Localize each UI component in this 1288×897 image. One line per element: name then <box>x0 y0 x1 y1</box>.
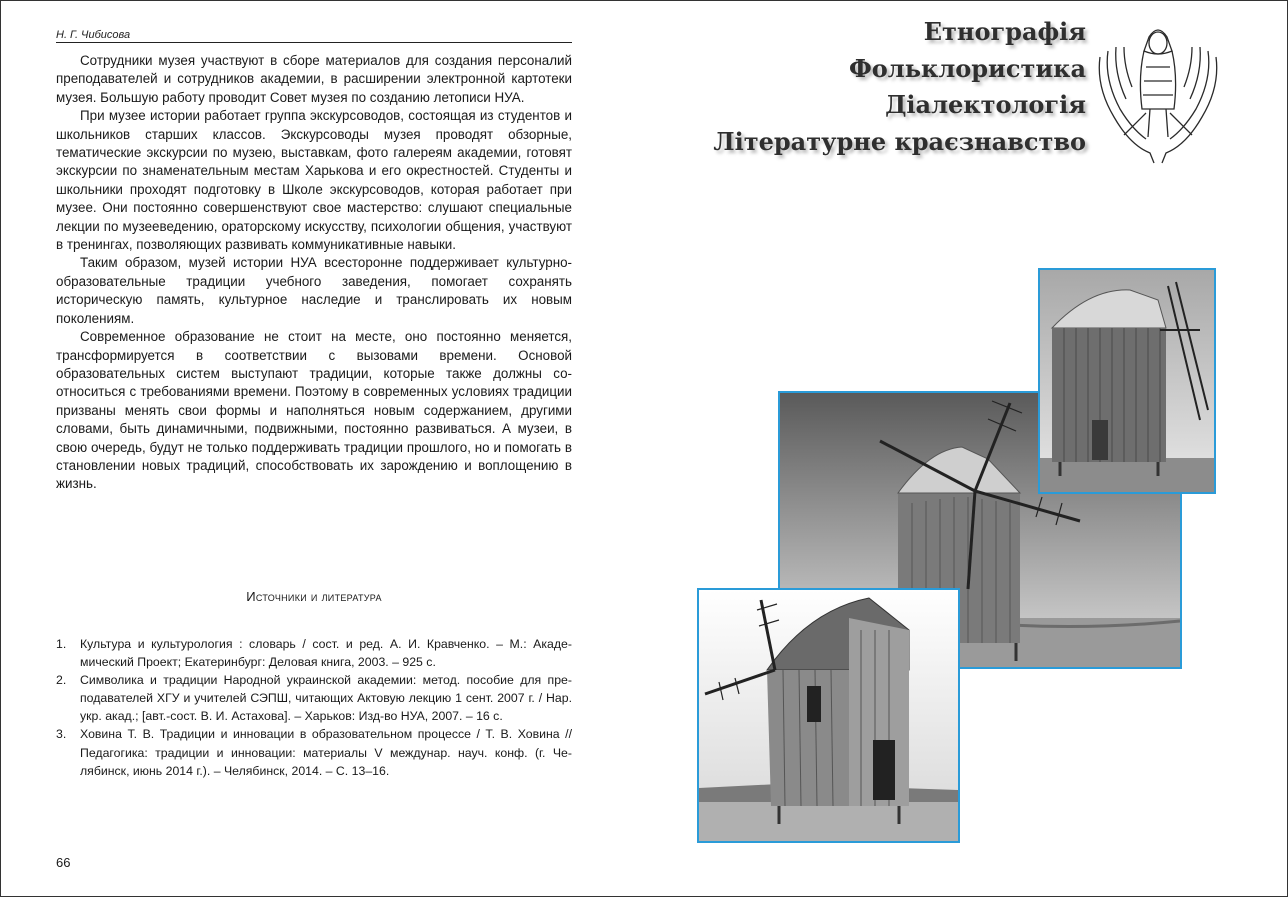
paragraph: Сотрудники музея участвуют в сборе материалов для создания персоналий преподавателей и сотрудников академии, в расширении электронной картотеки музея. Большую работу проводит Совет музея по созданию летописи НУА. <box>56 53 572 105</box>
heading-line: Літературне краєзнавство <box>713 126 1086 156</box>
running-head: Н. Г. Чибисова <box>56 29 572 43</box>
sources-list <box>56 635 572 780</box>
windmill-photo-tall <box>1038 268 1216 494</box>
source-item: 1. Культура и культурология : словарь / сост. и ред. А. И. Кравченко. – М.: Академический Проект; Екатеринбург: Деловая книга, 2003. – 925 с. <box>56 637 572 670</box>
body-text <box>56 52 572 494</box>
source-item: 2. Символика и традиции Народной украинской академии: метод. пособие для преподавателей ХГУ и учителей СЭПШ, читающих Актовую лекцию 1 сент. 2007 г. / Нар. укр. акад.; [авт.-сост. В. И. Астахова]. – Харьков: Изд-во НУА, 2007. – 16 с. <box>56 673 572 724</box>
left-page <box>56 0 572 897</box>
heading-line: Діалектологія <box>885 90 1086 119</box>
hands-holding-figure-emblem-icon <box>1094 17 1222 165</box>
heading-line: Фольклористика <box>849 53 1086 83</box>
paragraph: Таким образом, музей истории НУА всесторонне поддерживает культурно-образовательные традиции учебного заведения, помогает сохранять историческую память, культурное наследие и транслировать их новым поколениям. <box>56 255 572 326</box>
sources-heading: Источники и литература <box>246 589 382 604</box>
source-item: 3. Ховина Т. В. Традиции и инновации в образовательном процессе / Т. В. Ховина // Педагогика: традиции и инновации: материалы V междунар. науч. конф. (г. Челябинск, июнь 2014 г.). – Челябинск, 2014. – С. 13–16. <box>56 727 572 778</box>
section-heading <box>713 14 1086 160</box>
heading-line: Етнографія <box>923 17 1086 46</box>
paragraph: Современное образование не стоит на месте, оно постоянно меняется, трансформируется в соответствии с вызовами времени. Основой образовательных систем выступают традиции, которые также должны соотноситься с требованиями времени. Поэтому в современных условиях традиции призваны менять свои формы и наполняться новым содержанием, другими словами, быть динамичными, подвижными, постоянно развиваться. А музеи, в свою очередь, будут не только поддерживать традиции прошлого, но и помогать в становлении новых традиций, способствовать их зарождению и воплощению в жизнь. <box>56 329 572 492</box>
paragraph: При музее истории работает группа экскурсоводов, состоящая из студентов и школьников старших классов. Экскурсоводы музея проводят обзорные, тематические экскурсии по музею, выставкам, фото галереям академии, готовят экскурсии по знаменательным местам Харькова и его окрестностей. Студенты и школьники проходят подготовку в Школе экскурсоводов, которая работает при музее. Они постоянно совершенствуют свое мастерство: слушают специальные лекции по музееведению, ораторскому искусству, психологии общения, участвуют в тренингах, позволяющих развивать коммуникативные навыки. <box>56 108 572 253</box>
windmill-photo-front <box>697 588 960 843</box>
page-number: 66 <box>56 855 71 870</box>
